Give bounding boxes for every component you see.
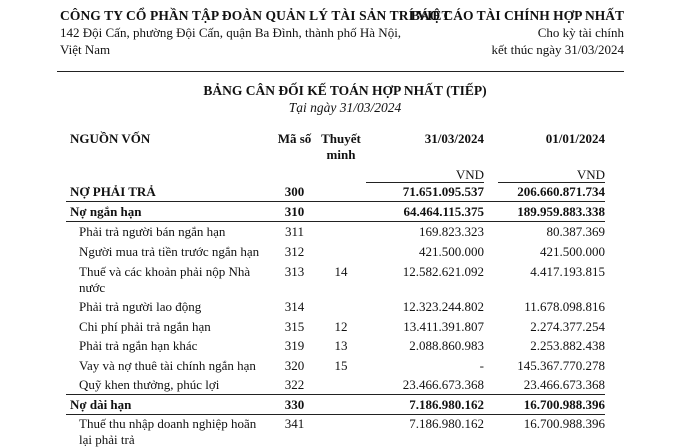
column-header-note-line-1: Thuyết <box>321 131 361 146</box>
row-note: 12 <box>334 319 348 334</box>
row-code: 322 <box>284 377 305 392</box>
row-divider <box>66 414 605 415</box>
unit-underline-2 <box>498 182 605 183</box>
row-divider <box>66 201 605 202</box>
company-address-line-2: Việt Nam <box>60 42 111 57</box>
row-label <box>79 416 275 448</box>
row-code: 315 <box>284 319 305 334</box>
row-code: 313 <box>284 264 305 279</box>
row-note: 15 <box>334 358 348 373</box>
report-period-line-2: kết thúc ngày 31/03/2024 <box>491 42 624 57</box>
row-label-line-2: nước <box>79 280 106 295</box>
row-label: Chi phí phải trả ngắn hạn <box>79 319 211 334</box>
row-value-current: - <box>479 358 484 373</box>
row-value-current: 64.464.115.375 <box>403 204 484 219</box>
row-label-line-1: Thuế và các khoản phải nộp Nhà <box>79 264 251 279</box>
statement-title: BẢNG CÂN ĐỐI KẾ TOÁN HỢP NHẤT (TIẾP) <box>203 83 487 98</box>
row-value-prior: 11.678.098.816 <box>524 299 605 314</box>
column-header-code: Mã số <box>277 131 312 146</box>
row-value-current: 71.651.095.537 <box>402 184 484 199</box>
report-title: BÁO CÁO TÀI CHÍNH HỢP NHẤT <box>410 8 624 23</box>
unit-underline-1 <box>366 182 484 183</box>
row-code: 341 <box>284 416 305 431</box>
row-label: Phải trả người lao động <box>79 299 202 314</box>
row-divider <box>66 221 605 222</box>
row-value-current: 23.466.673.368 <box>402 377 484 392</box>
row-note: 14 <box>334 264 348 279</box>
row-value-current: 12.323.244.802 <box>402 299 484 314</box>
company-address-line-1: 142 Đội Cấn, phường Đội Cấn, quận Ba Đình, thành phố Hà Nội, <box>60 25 402 40</box>
row-value-prior: 2.253.882.438 <box>530 338 605 353</box>
row-label: Nợ ngắn hạn <box>70 204 142 219</box>
row-value-prior: 80.387.369 <box>546 224 605 239</box>
column-header-name: NGUỒN VỐN <box>70 131 151 146</box>
row-value-prior: 16.700.988.396 <box>523 397 605 412</box>
report-period-line-1: Cho kỳ tài chính <box>537 25 624 40</box>
row-label: Vay và nợ thuê tài chính ngắn hạn <box>79 358 256 373</box>
row-value-current: 7.186.980.162 <box>409 416 484 431</box>
row-code: 310 <box>284 204 305 219</box>
unit-label-2: VND <box>576 167 605 182</box>
column-header-date-1: 31/03/2024 <box>424 131 484 146</box>
row-value-prior: 2.274.377.254 <box>530 319 605 334</box>
statement-date: Tại ngày 31/03/2024 <box>288 100 402 115</box>
row-label: Phải trả ngắn hạn khác <box>79 338 198 353</box>
row-value-current: 13.411.391.807 <box>403 319 484 334</box>
row-code: 300 <box>284 184 305 199</box>
row-code: 314 <box>284 299 305 314</box>
row-label: Người mua trả tiền trước ngắn hạn <box>79 244 260 259</box>
row-value-current: 421.500.000 <box>419 244 484 259</box>
company-header <box>60 7 451 58</box>
row-label-line-1: Thuế thu nhập doanh nghiệp hoãn <box>79 416 257 431</box>
row-value-prior: 4.417.193.815 <box>530 264 605 279</box>
row-code: 320 <box>284 358 305 373</box>
column-header-note <box>318 131 364 163</box>
row-label: Phải trả người bán ngắn hạn <box>79 224 226 239</box>
report-header <box>411 7 624 58</box>
row-note: 13 <box>334 338 348 353</box>
row-value-prior: 145.367.770.278 <box>517 358 605 373</box>
unit-label-1: VND <box>455 167 484 182</box>
row-code: 312 <box>284 244 305 259</box>
row-value-prior: 16.700.988.396 <box>523 416 605 431</box>
row-divider <box>66 394 605 395</box>
row-value-current: 12.582.621.092 <box>402 264 484 279</box>
row-value-current: 7.186.980.162 <box>409 397 484 412</box>
row-label: Nợ dài hạn <box>70 397 132 412</box>
row-value-prior: 206.660.871.734 <box>517 184 605 199</box>
row-value-current: 2.088.860.983 <box>409 338 484 353</box>
row-code: 330 <box>284 397 305 412</box>
row-label <box>79 264 275 296</box>
row-label-line-2: lại phải trả <box>79 432 135 447</box>
row-label: Quỹ khen thưởng, phúc lợi <box>79 377 220 392</box>
column-header-date-2: 01/01/2024 <box>545 131 605 146</box>
header-divider <box>57 71 624 72</box>
row-label: NỢ PHẢI TRẢ <box>70 184 156 199</box>
row-value-prior: 23.466.673.368 <box>523 377 605 392</box>
row-value-prior: 189.959.883.338 <box>517 204 605 219</box>
column-header-note-line-2: minh <box>326 147 356 162</box>
row-value-current: 169.823.323 <box>419 224 484 239</box>
row-code: 311 <box>284 224 305 239</box>
row-code: 319 <box>284 338 305 353</box>
row-value-prior: 421.500.000 <box>540 244 605 259</box>
company-name: CÔNG TY CỔ PHẦN TẬP ĐOÀN QUẢN LÝ TÀI SẢN TRÍ VIỆT <box>60 8 451 23</box>
